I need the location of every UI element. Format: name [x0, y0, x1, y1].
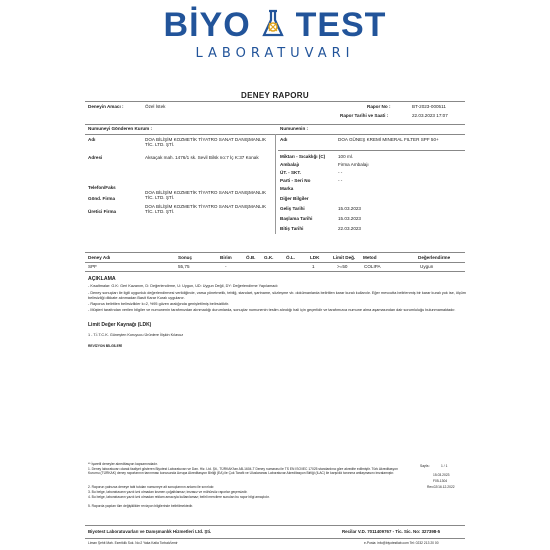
cell-evaluation: Uygun — [420, 264, 434, 269]
company-contact: e-Posta: info@biyotestlab.com Tel: 0232 213 20 00 — [364, 541, 439, 545]
divider — [85, 538, 465, 539]
sender-value: DOA BİLİŞİM KOZMETİK TİYATRO SANAT DANIŞMANLIK TİC. LTD. ŞTİ. — [145, 190, 267, 201]
start-date-value: 15.03.2023 — [338, 216, 361, 221]
col-ol: Ö.L. — [286, 255, 295, 260]
col-limit: Limit Değ. — [333, 255, 356, 260]
producer-value: DOA BİLİŞİM KOZMETİK TİYATRO SANAT DANIŞMANLIK TİC. LTD. ŞTİ. — [145, 204, 267, 215]
doc-date: 15.03.2023 — [433, 473, 450, 477]
company-address: Liman Şehit Mah. Ezeriklik Sok. No:2 Yaka Katla Torbalı/İzmir — [88, 541, 178, 545]
lab-logo — [0, 8, 550, 61]
col-unit: Birim — [220, 255, 232, 260]
footnote-5: 5. Raporda yapılan tüm değişiklikler revizyon bilgilerinde belirtilmektedir. — [88, 504, 193, 508]
sample-qty-label: Miktarı - Sıcaklığı (C) — [280, 154, 326, 159]
logo-word-biyo: BİYO — [163, 6, 251, 44]
col-ob: Ö.B. — [246, 255, 256, 260]
end-date-label: Bitiş Tarihi — [280, 226, 304, 231]
divider — [85, 271, 465, 272]
note-decision-rule: - Deney sonuçları ile ilgili uygunluk değerlendirmesi verildiğinde, varsa yönetmelik, tebliğ, standart, şartname, sözleşme vb. dokümanlarda belirtilen karar kuralı kullanılır. Eğer mevcutta belirlenmiş bir karar kuralı yok ise, ölçüm belirsizliği dikkate alınmadan Basit Karar Kuralı uygulanır. — [88, 291, 466, 300]
footnote-accreditation-mark: ** İşaretli deneyler akreditasyon kapsamındadır. — [88, 462, 158, 466]
ldk-title: Limit Değer Kaynağı (LDK) — [88, 322, 152, 328]
page-label: Sayfa : — [420, 464, 431, 468]
company-tax-info: Recilar V.D. 7011409767 - Tic. Sic. No: 327398-5 — [342, 529, 441, 534]
footnote-2: 2. Raporun yalnızca deneye tabi tutulan numuneye ait sonuçlarının anlamı ile sınırlıdır. — [88, 485, 215, 489]
sample-lot-value: - - — [338, 178, 343, 183]
logo-title — [0, 8, 550, 42]
doc-revision: Rev.02/16.12.2022 — [427, 485, 455, 489]
arrival-date-label: Geliş Tarihi — [280, 206, 305, 211]
divider — [85, 252, 465, 253]
flask-icon — [261, 9, 285, 39]
sample-skt-value: - - — [338, 170, 343, 175]
column-divider — [275, 134, 276, 234]
customer-section-label: Numuneyi Gönderen Kurum : — [88, 126, 153, 131]
revision-title: REVİZYON BİLGİLERİ — [88, 344, 123, 348]
start-date-label: Başlama Tarihi — [280, 216, 313, 221]
customer-name-label: Adı — [88, 137, 96, 142]
notes-title: AÇIKLAMA — [88, 276, 116, 282]
cell-limit: >=50 — [337, 264, 348, 269]
col-method: Metod — [363, 255, 377, 260]
cell-test-name: SPF — [88, 264, 97, 269]
note-customer-info: - Müşteri tarafından verilen bilgiler ve numunenin tarafımızdan alınmadığı durumlarda, sonuçlar numunenin teslim alındığı hali için geçerlidir ve tarafımızca numune alma aşamasından dair sorumluluğu bulunmamaktadır. — [88, 308, 456, 312]
sample-section-label: Numunenin : — [280, 126, 309, 131]
sample-name-label: Adı — [280, 137, 288, 142]
customer-address-value: Aksaçak mah. 1476/1 sk. Sevil Bilsk no:7 İç K:37 Konak — [145, 155, 259, 160]
purpose-value: Özel İstek — [145, 104, 166, 109]
report-no-value: BT-2023-000511 — [412, 104, 446, 109]
report-no-label: Rapor No : — [367, 104, 391, 109]
divider — [85, 124, 465, 125]
report-date-value: 22.03.2023 17:07 — [412, 113, 448, 118]
cell-unit: - — [225, 264, 227, 269]
note-abbreviations: - Kısaltmalar: G.K: Geri Kazanım, D: Değerlendirme, U: Uygun, UD: Uygun Değil, DY: Değerlendirme Yapılamadı — [88, 284, 278, 288]
col-ldk: LDK — [310, 255, 320, 260]
report-title: DENEY RAPORU — [241, 91, 309, 100]
divider — [85, 525, 465, 526]
sample-pack-label: Ambalajı — [280, 162, 300, 167]
sample-lot-label: Parti - Seri No — [280, 178, 311, 183]
sender-label: Gönd. Firma — [88, 196, 116, 201]
end-date-value: 22.03.2023 — [338, 226, 361, 231]
phone-label: Telefon/Faks — [88, 185, 116, 190]
col-result: Sonuç — [178, 255, 193, 260]
ldk-value: 1 - T.İ.T.C.K. Güneşten Koruyucu Ürünlere İlişkin Kılavuz — [88, 333, 184, 337]
sample-pack-value: Firma Ambalajı — [338, 162, 369, 167]
footnote-4: 4. Bu belge, laboratuvarın yazılı izni olmadan reklam amacıyla kullanılamaz; belirli mercilere sunulan bu rapor bilgi amaçlıdır. — [88, 495, 270, 499]
company-name: Biyotest Laboratuvarları ve Danışmanlık Hizmetleri Ltd. Şti. — [88, 529, 212, 534]
customer-name-value: DOA BİLİŞİM KOZMETİK TİYATRO SANAT DANIŞMANLIK TİC. LTD. ŞTİ. — [145, 137, 267, 148]
sample-qty-value: 100 ml. — [338, 154, 354, 159]
note-uncertainty: - Raporca belirtilen belirsizlikler k=2, %95 güven aralığında genişletilmiş belirsizliktir. — [88, 302, 230, 306]
cell-ldk: 1 — [312, 264, 315, 269]
col-evaluation: Değerlendirme — [418, 255, 451, 260]
purpose-label: Deneyin Amacı : — [88, 104, 124, 109]
cell-method: COLIPA — [364, 264, 381, 269]
divider — [278, 150, 465, 151]
producer-label: Üretici Firma — [88, 209, 117, 214]
sample-brand-label: Marka — [280, 186, 294, 191]
sample-other-label: Diğer Bilgiler — [280, 196, 309, 201]
arrival-date-value: 15.03.2023 — [338, 206, 361, 211]
doc-code: F05-1304 — [433, 479, 448, 483]
col-test-name: Deney Adı — [88, 255, 111, 260]
footnote-1: 1. Deney laboratuvarı olarak faaliyet gösteren Biyotest Laboratuvarı ve Dan. Hiz. Ltd. Şti., TÜRKAK'tan AB-1604-T Deney numarası ile TS EN ISO/IEC 17025 standardına göre akredite edilmiştir. Türk Akreditasyon Kurumu (TÜRKAK) deney raporlarının tanınması konusunda Avrupa Akreditasyon Birliği (EA) ile Çok Taraflı ve Uluslararası Laboratuvar Akreditasyon Birliği (ILAC) ile karşılıklı tanınma antlaşmasını imzalamıştır. — [88, 467, 398, 476]
logo-subtitle: LABORATUVARI — [195, 46, 355, 61]
customer-address-label: Adresi — [88, 155, 103, 160]
divider — [85, 101, 465, 102]
footnote-3: 3. Bu belge, laboratuvarın yazılı izni olmadan kısmen çoğaltılamaz; imzasız ve mühürsüz raporlar geçersizdir. — [88, 490, 248, 494]
page-value: 1 / 1 — [441, 464, 448, 468]
sample-name-value: DOA GÜNEŞ KREMİ MINERAL FILTER SPF 50+ — [338, 137, 439, 142]
report-date-label: Rapor Tarihi ve Saati : — [340, 113, 389, 118]
logo-word-test: TEST — [295, 6, 387, 44]
col-gk: G.K. — [264, 255, 274, 260]
cell-result: 55,75 — [178, 264, 190, 269]
sample-skt-label: ÜT. - SKT. — [280, 170, 301, 175]
divider — [85, 262, 465, 263]
